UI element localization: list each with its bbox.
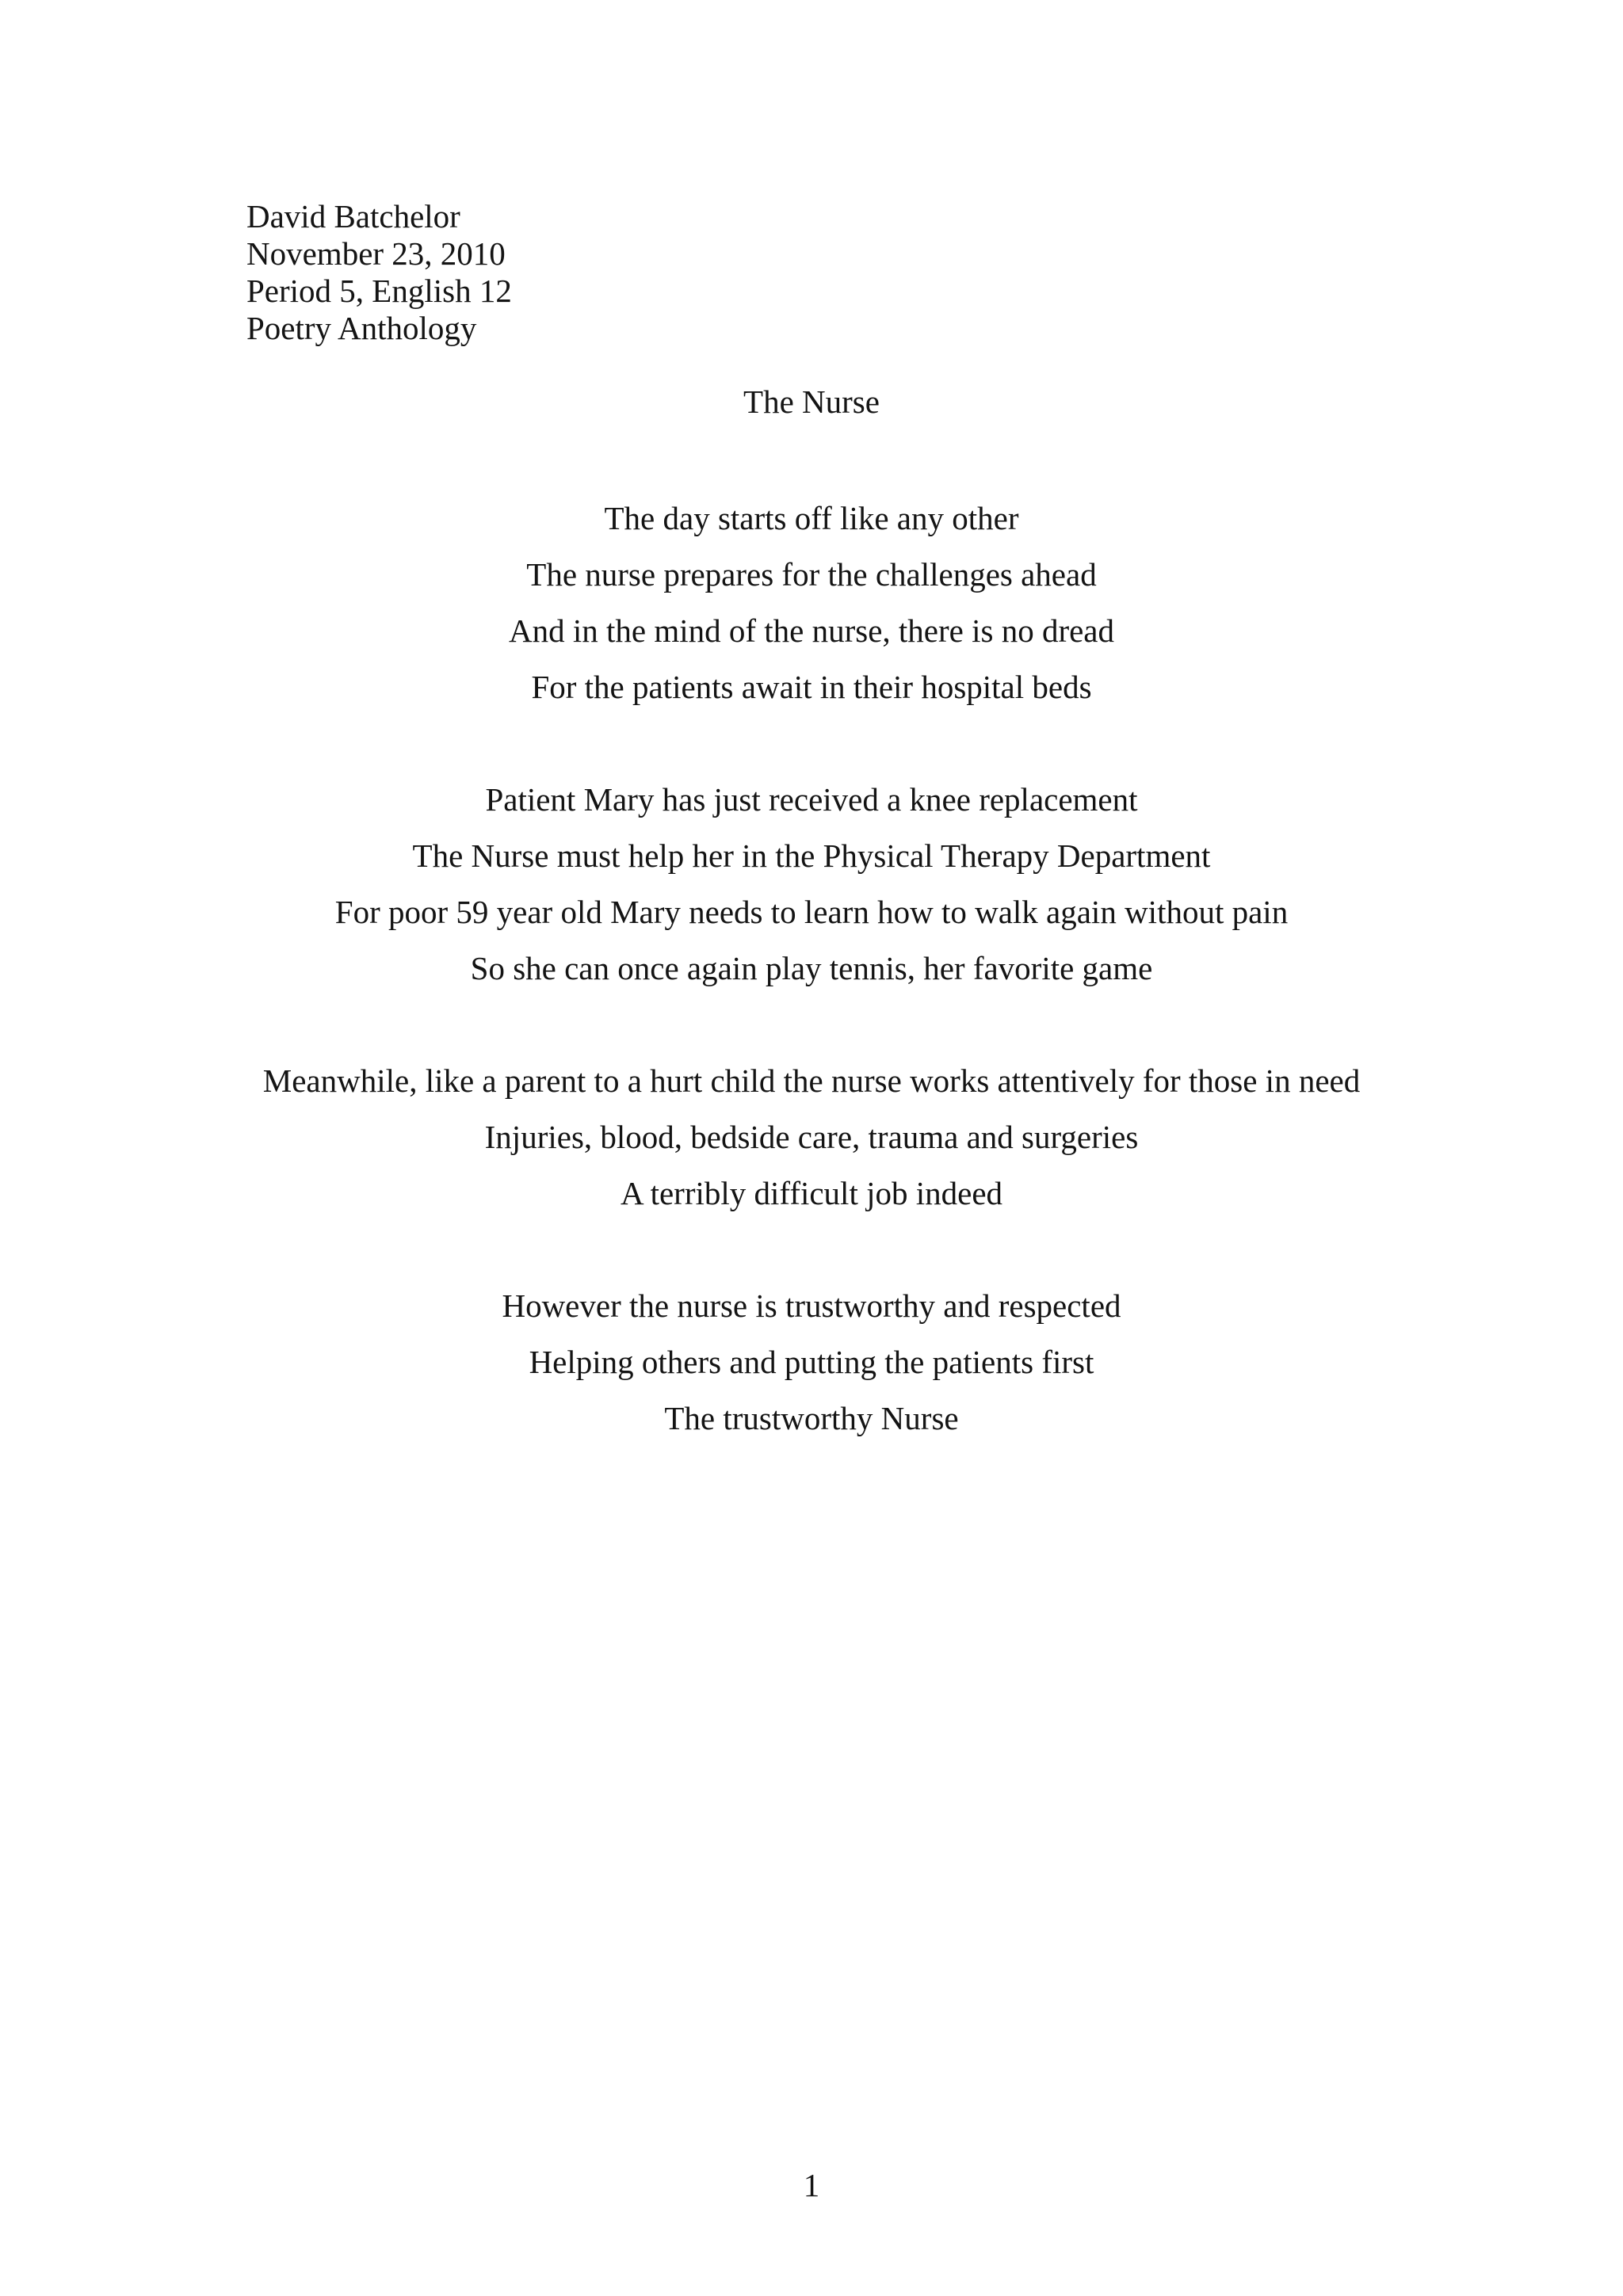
poem-line: Meanwhile, like a parent to a hurt child the nurse works attentively for those in need [262, 1062, 1361, 1099]
poem-line: A terribly difficult job indeed [620, 1175, 1003, 1211]
poem-line: The Nurse must help her in the Physical Therapy Department [412, 837, 1211, 874]
stanza [0, 1285, 1623, 1454]
poem-line: Patient Mary has just received a knee replacement [485, 781, 1138, 818]
class-info: Period 5, English 12 [246, 273, 512, 309]
page-number: 1 [803, 2167, 820, 2203]
poem-line: The trustworthy Nurse [664, 1400, 959, 1436]
poem-title: The Nurse [743, 383, 880, 420]
poem-body [0, 498, 1623, 1510]
poem-line: So she can once again play tennis, her favorite game [470, 950, 1153, 986]
author-name: David Batchelor [246, 198, 460, 235]
document-date: November 23, 2010 [246, 235, 506, 272]
poem-line: The nurse prepares for the challenges ahead [526, 556, 1097, 593]
stanza [0, 498, 1623, 723]
stanza [0, 1060, 1623, 1229]
assignment-name: Poetry Anthology [246, 310, 477, 346]
document-header [246, 198, 512, 347]
poem-line: And in the mind of the nurse, there is no dread [508, 612, 1114, 649]
stanza [0, 779, 1623, 1004]
poem-line: For poor 59 year old Mary needs to learn how to walk again without pain [334, 894, 1289, 930]
poem-line: Helping others and putting the patients first [529, 1344, 1094, 1380]
poem-line: Injuries, blood, bedside care, trauma and surgeries [484, 1119, 1139, 1155]
poem-line: The day starts off like any other [604, 500, 1019, 536]
poem-line: However the nurse is trustworthy and respected [502, 1287, 1121, 1324]
poem-line: For the patients await in their hospital beds [531, 669, 1092, 705]
